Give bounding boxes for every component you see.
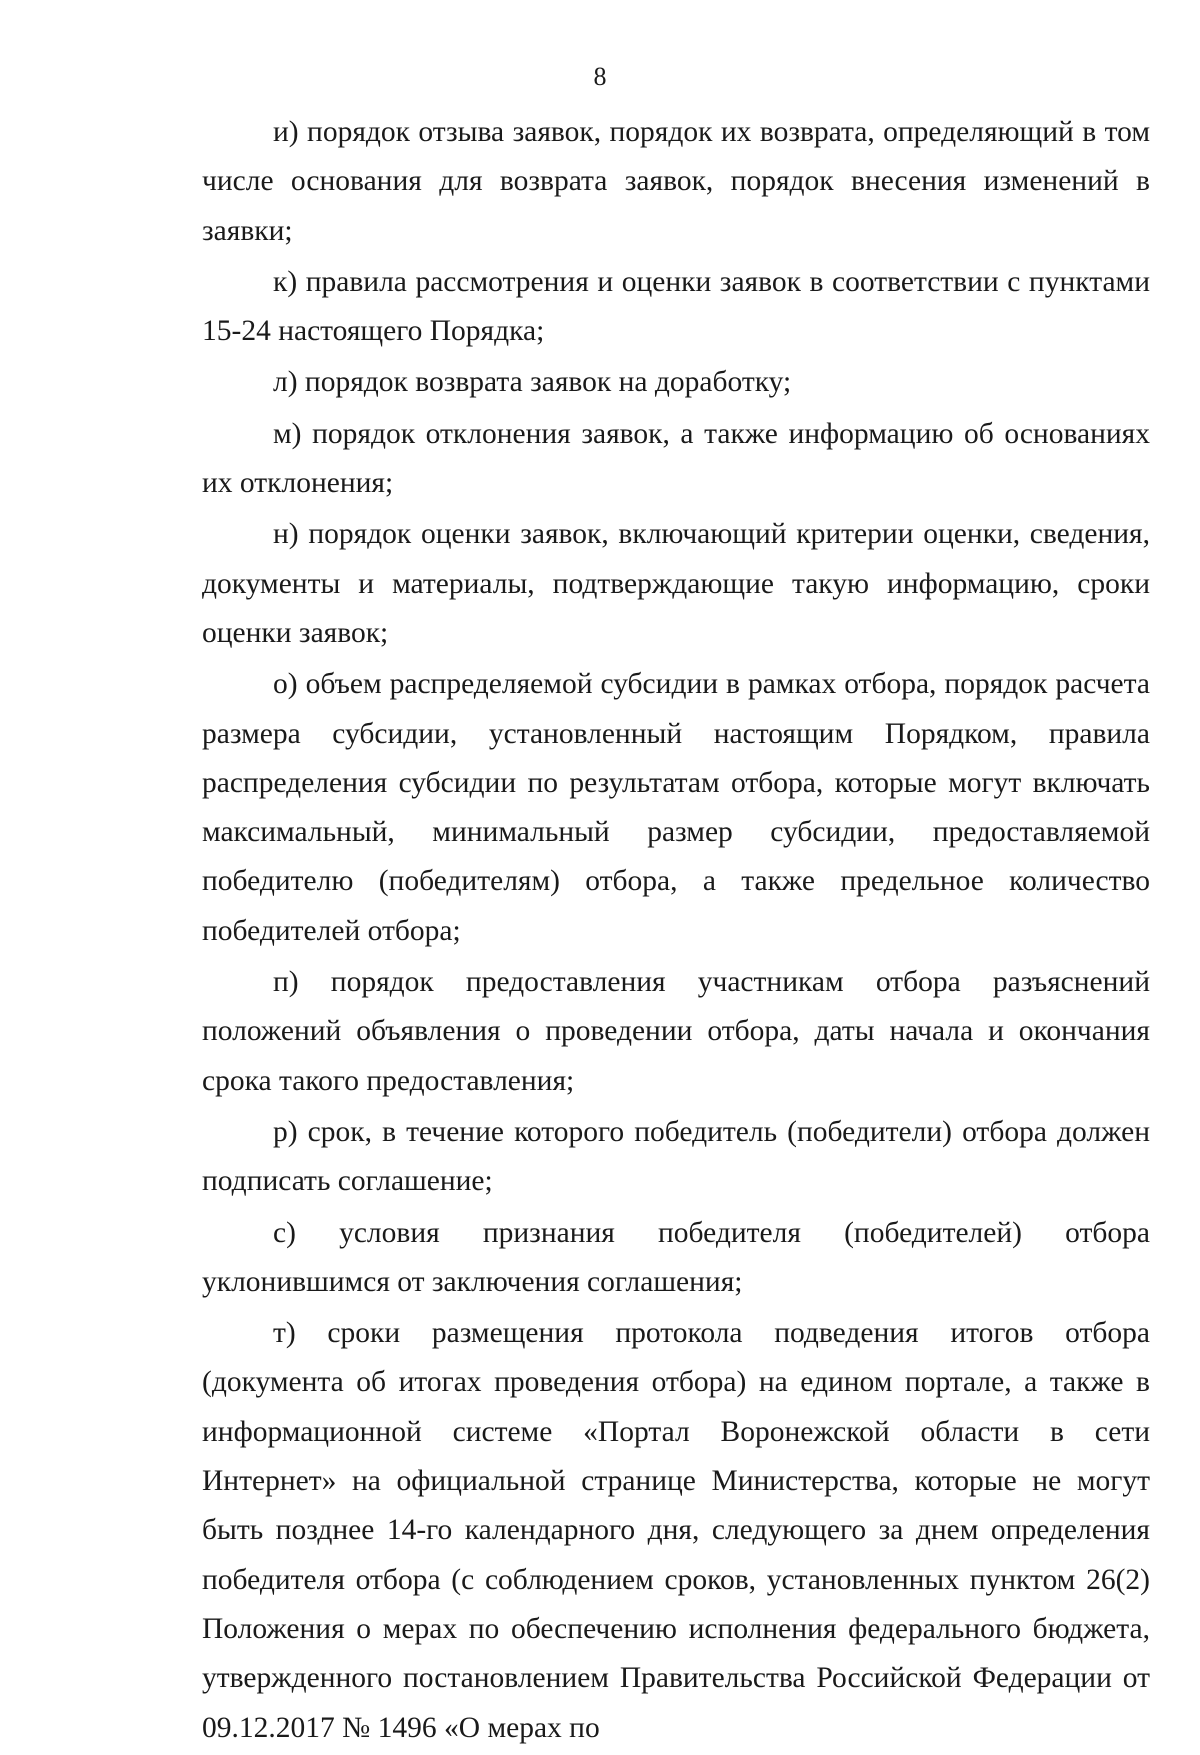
paragraph-p: п) порядок предоставления участникам отбора разъяснений положений объявления о проведении отбора, даты начала и окончания срока такого предоставления;: [202, 966, 1150, 1097]
paragraph-k: к) правила рассмотрения и оценки заявок в соответствии с пунктами 15-24 настоящего Порядка;: [202, 265, 1150, 348]
paragraph-n: н) порядок оценки заявок, включающий критерии оценки, сведения, документы и материалы, подтверждающие такую информацию, сроки оценки заявок;: [202, 518, 1150, 649]
document-body: [202, 108, 1150, 1755]
page-number: 8: [593, 62, 607, 91]
paragraph-r: р) срок, в течение которого победитель (победители) отбора должен подписать соглашение;: [202, 1115, 1150, 1198]
paragraph-s: с) условия признания победителя (победителей) отбора уклонившимся от заключения соглашения;: [202, 1216, 1150, 1298]
paragraph-o: о) объем распределяемой субсидии в рамках отбора, порядок расчета размера субсидии, установленный настоящим Порядком, правила распределения субсидии по результатам отбора, которые могут включать максимальный, минимальный размер субсидии, предоставляемой победителю (победителям) отбора, а также предельное количество победителей отбора;: [202, 668, 1150, 947]
paragraph-m: м) порядок отклонения заявок, а также информацию об основаниях их отклонения;: [202, 417, 1150, 500]
paragraph-l: л) порядок возврата заявок на доработку;: [273, 366, 792, 399]
paragraph-t: т) сроки размещения протокола подведения итогов отбора (документа об итогах проведения отбора) на едином портале, а также в информационной системе «Портал Воронежской области в сети Интернет» на официальной странице Министерства, которые не могут быть позднее 14-го календарного дня, следующего за днем определения победителя отбора (с соблюдением сроков, установленных пунктом 26(2) Положения о мерах по обеспечению исполнения федерального бюджета, утвержденного постановлением Правительства Российской Федерации от 09.12.2017 № 1496 «О мерах по: [202, 1317, 1150, 1744]
paragraph-i: и) порядок отзыва заявок, порядок их возврата, определяющий в том числе основания для возврата заявок, порядок внесения изменений в заявки;: [202, 116, 1150, 247]
